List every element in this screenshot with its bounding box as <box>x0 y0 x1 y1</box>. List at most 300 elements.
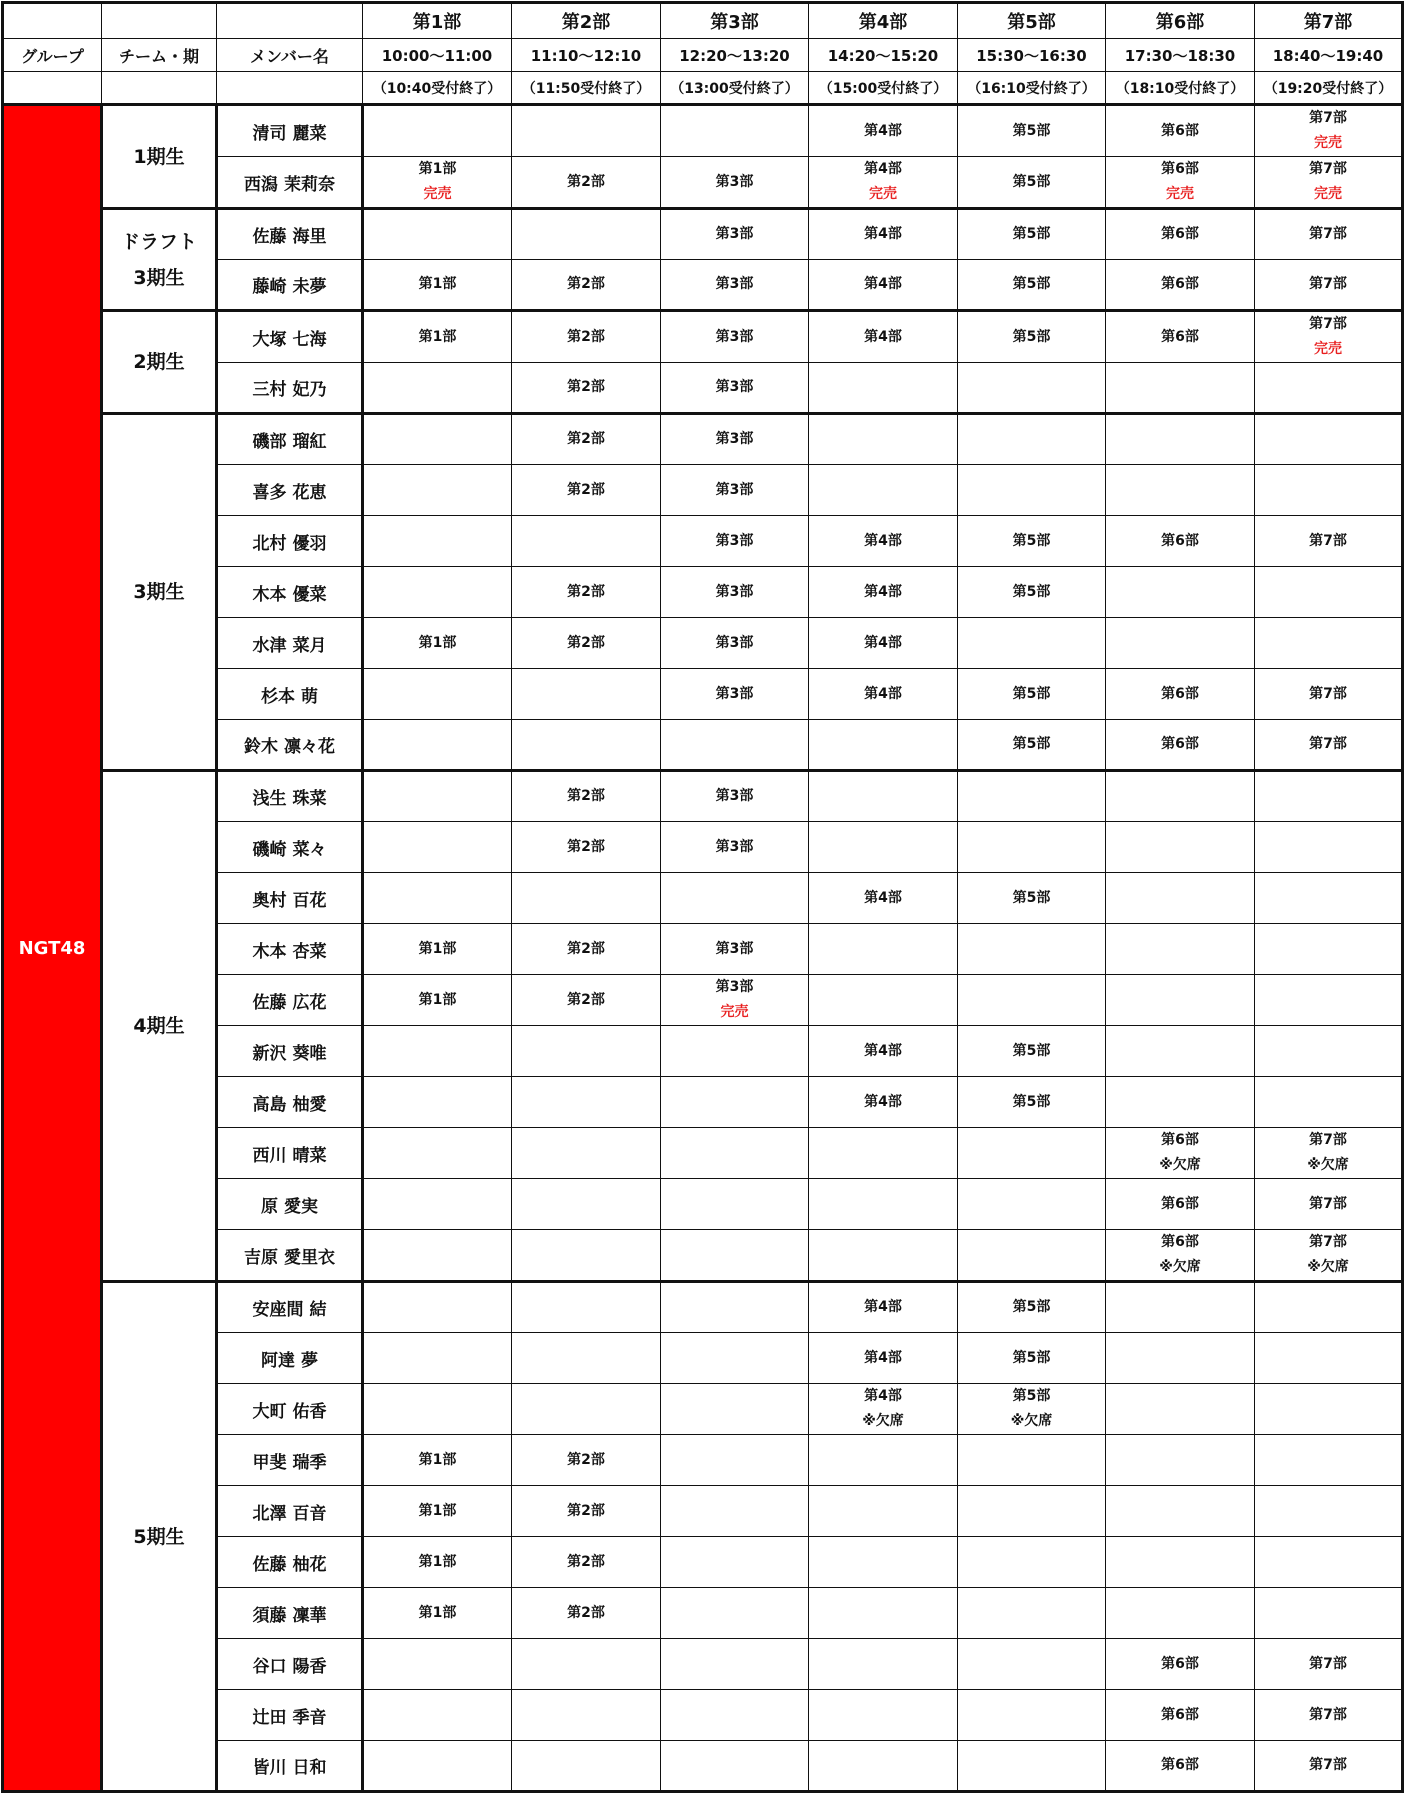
slot-cell <box>1255 1128 1403 1179</box>
part-4-title: 第4部 <box>809 3 958 39</box>
part-3-deadline: （13:00受付終了） <box>661 72 809 105</box>
slot-cell <box>363 260 512 311</box>
absent-note: ※欠席 <box>1307 1157 1349 1173</box>
slot-cell <box>512 209 661 260</box>
slot-cell <box>1255 1179 1403 1230</box>
slot-part: 第2部 <box>567 1502 605 1519</box>
part-4-deadline: （15:00受付終了） <box>809 72 958 105</box>
slot-cell <box>958 260 1106 311</box>
slot-cell <box>1255 1537 1403 1588</box>
slot-part: 第2部 <box>567 481 605 498</box>
part-1-deadline: （10:40受付終了） <box>363 72 512 105</box>
slot-cell <box>809 822 958 873</box>
slot-cell <box>363 209 512 260</box>
slot-part: 第5部 <box>1012 328 1051 345</box>
team-label-line: 1期生 <box>133 145 185 168</box>
soldout-badge: 完売 <box>720 1004 749 1020</box>
slot-cell <box>512 1077 661 1128</box>
slot-cell <box>363 1077 512 1128</box>
slot-part: 第2部 <box>567 1553 605 1570</box>
slot-cell <box>809 1384 958 1435</box>
slot-cell <box>809 516 958 567</box>
slot-cell <box>1106 1333 1255 1384</box>
member-name: 磯崎 菜々 <box>217 822 363 873</box>
header-empty-cell <box>102 72 217 105</box>
slot-cell <box>1255 669 1403 720</box>
slot-cell <box>809 1128 958 1179</box>
slot-part: 第6部 <box>1161 532 1199 549</box>
slot-cell <box>1106 873 1255 924</box>
slot-cell <box>1106 1026 1255 1077</box>
slot-cell <box>512 618 661 669</box>
slot-cell <box>1255 771 1403 822</box>
slot-part: 第1部 <box>418 634 457 651</box>
slot-cell <box>512 1486 661 1537</box>
slot-part: 第3部 <box>715 583 754 600</box>
slot-part: 第2部 <box>567 940 605 957</box>
slot-cell <box>809 209 958 260</box>
slot-cell <box>363 873 512 924</box>
slot-part: 第3部 <box>715 481 754 498</box>
slot-cell <box>363 720 512 771</box>
slot-cell <box>512 822 661 873</box>
slot-cell <box>958 618 1106 669</box>
slot-cell <box>958 465 1106 516</box>
slot-cell <box>661 363 809 414</box>
slot-cell <box>363 618 512 669</box>
slot-cell <box>809 975 958 1026</box>
slot-cell <box>1255 260 1403 311</box>
slot-cell <box>1255 1333 1403 1384</box>
slot-cell <box>661 311 809 363</box>
slot-cell <box>1255 720 1403 771</box>
slot-cell <box>1255 1230 1403 1282</box>
part-2-deadline: （11:50受付終了） <box>512 72 661 105</box>
slot-cell <box>809 1639 958 1690</box>
slot-part: 第1部 <box>418 991 457 1008</box>
team-label-line: ドラフト <box>120 230 197 253</box>
slot-part: 第3部 <box>715 940 754 957</box>
slot-cell <box>1255 516 1403 567</box>
slot-cell <box>1106 720 1255 771</box>
slot-part: 第6部 <box>1161 328 1199 345</box>
slot-part: 第6部 <box>1161 1706 1199 1723</box>
slot-cell <box>1106 924 1255 975</box>
slot-cell <box>661 567 809 618</box>
slot-cell <box>661 1741 809 1792</box>
slot-cell <box>958 1282 1106 1333</box>
slot-part: 第5部 <box>1012 276 1051 292</box>
slot-part: 第6部 <box>1161 276 1199 292</box>
slot-cell <box>809 157 958 209</box>
slot-cell <box>809 465 958 516</box>
slot-cell <box>958 311 1106 363</box>
slot-part: 第5部 <box>1012 532 1051 549</box>
slot-cell <box>661 975 809 1026</box>
slot-cell <box>661 873 809 924</box>
slot-part: 第5部 <box>1012 736 1051 752</box>
slot-part: 第2部 <box>567 173 605 190</box>
slot-cell <box>1255 311 1403 363</box>
slot-part: 第6部 <box>1161 122 1199 139</box>
slot-part: 第1部 <box>418 940 457 957</box>
slot-cell <box>958 1128 1106 1179</box>
team-label <box>102 311 217 414</box>
slot-cell <box>809 363 958 414</box>
slot-part: 第2部 <box>567 583 605 600</box>
slot-cell <box>809 1588 958 1639</box>
slot-cell <box>958 516 1106 567</box>
slot-cell <box>661 822 809 873</box>
slot-part: 第7部 <box>1309 316 1347 332</box>
slot-cell <box>512 1588 661 1639</box>
slot-cell <box>661 924 809 975</box>
slot-cell <box>363 822 512 873</box>
slot-cell <box>1106 414 1255 465</box>
slot-cell <box>512 1230 661 1282</box>
slot-cell <box>1106 209 1255 260</box>
slot-cell <box>809 618 958 669</box>
schedule-table <box>1 1 1404 1793</box>
slot-cell <box>363 1128 512 1179</box>
slot-cell <box>661 1179 809 1230</box>
slot-cell <box>363 1230 512 1282</box>
schedule-body <box>3 3 1403 1792</box>
slot-part: 第6部 <box>1161 1757 1199 1773</box>
member-header: メンバー名 <box>217 39 363 72</box>
slot-cell <box>363 414 512 465</box>
slot-cell <box>363 975 512 1026</box>
slot-part: 第4部 <box>864 1042 902 1059</box>
slot-cell <box>958 1026 1106 1077</box>
slot-part: 第4部 <box>864 122 902 139</box>
slot-cell <box>1255 873 1403 924</box>
slot-part: 第7部 <box>1309 532 1347 549</box>
slot-cell <box>661 209 809 260</box>
slot-cell <box>958 720 1106 771</box>
slot-cell <box>363 1282 512 1333</box>
slot-cell <box>958 669 1106 720</box>
slot-cell <box>661 1639 809 1690</box>
header-parts-row <box>3 3 1403 39</box>
member-row <box>3 105 1403 157</box>
slot-cell <box>661 1333 809 1384</box>
slot-cell <box>363 1639 512 1690</box>
slot-part: 第4部 <box>864 889 902 906</box>
part-3-time: 12:20～13:20 <box>661 39 809 72</box>
member-name: 木本 杏菜 <box>217 924 363 975</box>
member-name: 奥村 百花 <box>217 873 363 924</box>
slot-cell <box>809 105 958 157</box>
slot-part: 第3部 <box>715 979 754 995</box>
slot-cell <box>1255 1588 1403 1639</box>
member-row <box>3 1282 1403 1333</box>
slot-cell <box>1255 822 1403 873</box>
slot-cell <box>1106 1179 1255 1230</box>
slot-cell <box>1255 1741 1403 1792</box>
slot-cell <box>512 414 661 465</box>
slot-cell <box>958 363 1106 414</box>
member-name: 皆川 日和 <box>217 1741 363 1792</box>
member-name: 喜多 花恵 <box>217 465 363 516</box>
slot-part: 第4部 <box>864 1388 902 1404</box>
soldout-badge: 完売 <box>423 186 452 202</box>
slot-cell <box>512 924 661 975</box>
slot-cell <box>512 1384 661 1435</box>
slot-cell <box>512 873 661 924</box>
slot-cell <box>958 1179 1106 1230</box>
member-name: 杉本 萌 <box>217 669 363 720</box>
slot-cell <box>1106 1077 1255 1128</box>
slot-part: 第6部 <box>1161 161 1199 177</box>
member-name: 吉原 愛里衣 <box>217 1230 363 1282</box>
slot-cell <box>363 1486 512 1537</box>
slot-cell <box>1255 924 1403 975</box>
slot-cell <box>958 1690 1106 1741</box>
member-name: 三村 妃乃 <box>217 363 363 414</box>
slot-cell <box>661 1077 809 1128</box>
slot-cell <box>363 1741 512 1792</box>
slot-part: 第6部 <box>1161 1655 1199 1672</box>
member-name: 鈴木 凛々花 <box>217 720 363 771</box>
slot-cell <box>1106 311 1255 363</box>
part-6-deadline: （18:10受付終了） <box>1106 72 1255 105</box>
header-empty-cell <box>3 72 102 105</box>
slot-cell <box>1106 669 1255 720</box>
header-empty-cell <box>3 3 102 39</box>
slot-part: 第3部 <box>715 838 754 855</box>
slot-cell <box>363 1690 512 1741</box>
slot-cell <box>1106 1639 1255 1690</box>
slot-cell <box>363 771 512 822</box>
slot-cell <box>809 1435 958 1486</box>
member-name: 大塚 七海 <box>217 311 363 363</box>
member-row <box>3 771 1403 822</box>
slot-cell <box>512 105 661 157</box>
slot-part: 第2部 <box>567 276 605 292</box>
slot-part: 第5部 <box>1012 1042 1051 1059</box>
slot-cell <box>1255 975 1403 1026</box>
member-name: 北村 優羽 <box>217 516 363 567</box>
slot-cell <box>661 1384 809 1435</box>
slot-cell <box>363 1588 512 1639</box>
slot-cell <box>1255 1435 1403 1486</box>
slot-cell <box>661 1486 809 1537</box>
slot-part: 第3部 <box>715 328 754 345</box>
slot-part: 第4部 <box>864 1349 902 1366</box>
team-label <box>102 1282 217 1792</box>
absent-note: ※欠席 <box>1159 1157 1201 1173</box>
slot-part: 第1部 <box>418 1502 457 1519</box>
slot-cell <box>1255 1486 1403 1537</box>
slot-part: 第5部 <box>1012 583 1051 600</box>
slot-part: 第7部 <box>1309 1655 1347 1672</box>
slot-cell <box>958 1230 1106 1282</box>
slot-part: 第1部 <box>418 1604 457 1621</box>
team-label-line: 2期生 <box>133 351 185 373</box>
slot-part: 第4部 <box>864 1093 902 1110</box>
slot-part: 第5部 <box>1012 889 1051 906</box>
slot-part: 第1部 <box>418 276 457 292</box>
slot-part: 第4部 <box>864 532 902 549</box>
header-times-row <box>3 39 1403 72</box>
slot-cell <box>1255 1282 1403 1333</box>
slot-cell <box>661 669 809 720</box>
member-name: 甲斐 瑞季 <box>217 1435 363 1486</box>
slot-part: 第7部 <box>1309 1757 1347 1773</box>
part-5-title: 第5部 <box>958 3 1106 39</box>
slot-part: 第3部 <box>715 685 754 702</box>
part-6-time: 17:30～18:30 <box>1106 39 1255 72</box>
header-empty-cell <box>217 72 363 105</box>
slot-cell <box>512 1179 661 1230</box>
slot-part: 第2部 <box>567 431 605 447</box>
member-name: 磯部 瑠紅 <box>217 414 363 465</box>
soldout-badge: 完売 <box>1166 186 1194 202</box>
member-name: 清司 麗菜 <box>217 105 363 157</box>
member-name: 新沢 葵唯 <box>217 1026 363 1077</box>
slot-cell <box>1255 209 1403 260</box>
slot-cell <box>1106 771 1255 822</box>
slot-part: 第6部 <box>1161 226 1199 242</box>
slot-cell <box>661 618 809 669</box>
slot-cell <box>1106 567 1255 618</box>
slot-part: 第6部 <box>1161 685 1199 702</box>
slot-cell <box>1106 1537 1255 1588</box>
slot-cell <box>958 1486 1106 1537</box>
slot-cell <box>1255 363 1403 414</box>
slot-part: 第3部 <box>715 379 754 395</box>
slot-part: 第6部 <box>1161 1234 1199 1250</box>
slot-part: 第6部 <box>1161 736 1199 752</box>
absent-note: ※欠席 <box>1307 1259 1349 1275</box>
slot-cell <box>809 1179 958 1230</box>
member-name: 木本 優菜 <box>217 567 363 618</box>
slot-part: 第4部 <box>864 1299 902 1315</box>
slot-cell <box>958 1741 1106 1792</box>
group-cell: NGT48 <box>3 105 102 1792</box>
member-name: 北澤 百音 <box>217 1486 363 1537</box>
slot-cell <box>1255 1384 1403 1435</box>
slot-cell <box>512 157 661 209</box>
slot-cell <box>512 260 661 311</box>
slot-part: 第7部 <box>1309 1234 1347 1250</box>
slot-cell <box>1255 157 1403 209</box>
slot-cell <box>661 1026 809 1077</box>
slot-cell <box>1255 414 1403 465</box>
slot-cell <box>809 771 958 822</box>
slot-cell <box>809 1690 958 1741</box>
slot-part: 第7部 <box>1309 110 1347 126</box>
member-name: 浅生 珠菜 <box>217 771 363 822</box>
slot-cell <box>1255 105 1403 157</box>
slot-cell <box>1106 260 1255 311</box>
group-header: グループ <box>3 39 102 72</box>
slot-cell <box>1255 465 1403 516</box>
slot-cell <box>661 105 809 157</box>
slot-cell <box>1106 1282 1255 1333</box>
slot-cell <box>512 311 661 363</box>
slot-cell <box>809 1333 958 1384</box>
slot-part: 第2部 <box>567 1604 605 1621</box>
team-label-line: 3期生 <box>133 581 185 603</box>
slot-cell <box>958 1384 1106 1435</box>
slot-cell <box>661 465 809 516</box>
part-7-time: 18:40～19:40 <box>1255 39 1403 72</box>
slot-part: 第5部 <box>1012 122 1051 139</box>
slot-part: 第7部 <box>1309 1132 1347 1148</box>
slot-cell <box>661 260 809 311</box>
slot-cell <box>809 720 958 771</box>
team-label <box>102 771 217 1282</box>
slot-part: 第3部 <box>715 173 754 190</box>
slot-cell <box>809 1486 958 1537</box>
slot-cell <box>1255 618 1403 669</box>
slot-part: 第4部 <box>864 328 902 345</box>
slot-part: 第7部 <box>1309 276 1347 292</box>
slot-cell <box>512 1128 661 1179</box>
slot-cell <box>661 1537 809 1588</box>
slot-cell <box>958 414 1106 465</box>
slot-cell <box>661 1690 809 1741</box>
slot-cell <box>1106 157 1255 209</box>
part-3-title: 第3部 <box>661 3 809 39</box>
slot-cell <box>512 1690 661 1741</box>
member-row <box>3 209 1403 260</box>
slot-part: 第5部 <box>1012 1388 1051 1404</box>
slot-part: 第2部 <box>567 838 605 855</box>
slot-cell <box>661 157 809 209</box>
slot-cell <box>809 1282 958 1333</box>
slot-part: 第5部 <box>1012 1349 1051 1366</box>
slot-cell <box>661 720 809 771</box>
slot-part: 第7部 <box>1309 226 1347 242</box>
header-empty-cell <box>217 3 363 39</box>
slot-cell <box>661 1230 809 1282</box>
part-4-time: 14:20～15:20 <box>809 39 958 72</box>
slot-cell <box>1106 618 1255 669</box>
slot-cell <box>363 465 512 516</box>
slot-cell <box>363 1333 512 1384</box>
slot-cell <box>958 1435 1106 1486</box>
slot-part: 第1部 <box>418 1451 457 1468</box>
slot-part: 第5部 <box>1012 685 1051 702</box>
slot-cell <box>512 1282 661 1333</box>
slot-part: 第5部 <box>1012 173 1051 190</box>
slot-cell <box>363 567 512 618</box>
slot-part: 第4部 <box>864 685 902 702</box>
team-label <box>102 414 217 771</box>
slot-cell <box>512 1537 661 1588</box>
slot-part: 第1部 <box>418 161 457 177</box>
member-name: 阿達 夢 <box>217 1333 363 1384</box>
member-row <box>3 311 1403 363</box>
slot-cell <box>809 873 958 924</box>
slot-part: 第4部 <box>864 634 902 651</box>
slot-cell <box>363 311 512 363</box>
slot-cell <box>1106 1384 1255 1435</box>
slot-cell <box>363 516 512 567</box>
slot-cell <box>809 1077 958 1128</box>
slot-cell <box>661 1435 809 1486</box>
part-7-deadline: （19:20受付終了） <box>1255 72 1403 105</box>
slot-cell <box>958 105 1106 157</box>
slot-cell <box>512 567 661 618</box>
team-label <box>102 105 217 209</box>
slot-cell <box>809 669 958 720</box>
slot-cell <box>512 1435 661 1486</box>
slot-cell <box>1106 363 1255 414</box>
